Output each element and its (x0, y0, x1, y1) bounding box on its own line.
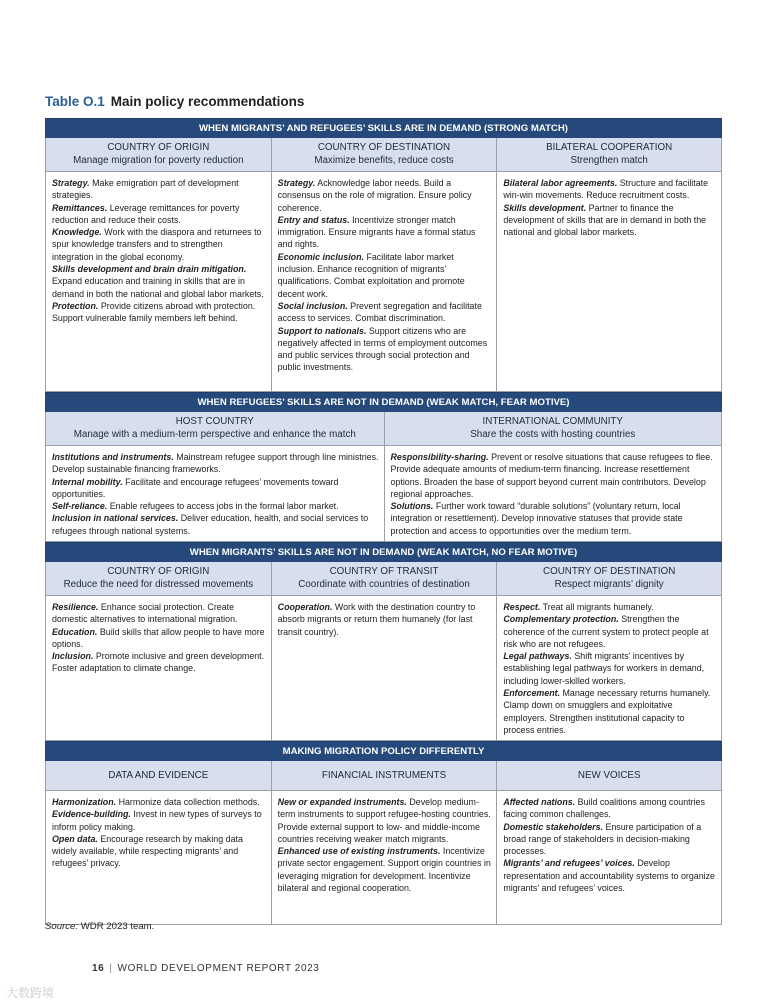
column-header (272, 562, 498, 596)
column-header (46, 412, 385, 446)
recommendation (503, 601, 716, 613)
column-subtitle: Maximize benefits, reduce costs (314, 154, 454, 166)
recommendation (503, 650, 716, 687)
content-row (45, 446, 722, 542)
recommendation (52, 601, 266, 626)
column-title: COUNTRY OF DESTINATION (543, 566, 676, 577)
recommendation (278, 177, 492, 214)
policy-table (45, 118, 722, 925)
recommendation-term: Respect. (503, 602, 541, 612)
recommendation (503, 177, 716, 202)
recommendation (503, 821, 716, 858)
recommendation (52, 500, 379, 512)
recommendation (52, 263, 266, 300)
recommendation-term: Knowledge. (52, 227, 102, 238)
content-cell (46, 172, 272, 392)
recommendation-term: Inclusion in national services. (52, 513, 179, 524)
recommendation-text: Develop representation and accountability systems to organize migrants’ and refugees’ voices. (503, 858, 715, 894)
content-row (45, 172, 722, 392)
column-title: COUNTRY OF DESTINATION (317, 142, 451, 153)
content-cell (497, 172, 722, 392)
column-header (272, 138, 498, 172)
recommendation-text: Support citizens who are negatively affected in terms of employment outcomes and public services through social protection and public investments. (277, 325, 488, 373)
recommendation (391, 500, 717, 537)
recommendation (278, 251, 492, 300)
recommendation-text: Incentivize stronger match immigration. Ensure migrants have a formal status and rights. (277, 214, 476, 250)
recommendation-text: Structure and facilitate win-win movements. Reduce recruitment costs. (503, 178, 709, 201)
recommendation-text: Work with the diaspora and returnees to spur knowledge transfers and to strengthen integration in the global economy. (52, 227, 262, 262)
footer-separator: | (109, 963, 113, 974)
recommendation-text: Encourage research by making data widely available, while respecting migrants’ and refugees’ privacy. (52, 833, 243, 869)
source-label: Source: (45, 921, 79, 932)
recommendation-term: Education. (52, 626, 98, 637)
recommendation-term: Strategy. (52, 178, 90, 188)
recommendation (503, 796, 716, 821)
recommendation-term: Self-reliance. (52, 501, 108, 512)
content-cell (272, 172, 498, 392)
column-title: INTERNATIONAL COMMUNITY (482, 416, 623, 427)
recommendation-text: Deliver education, health, and social services to refugees through national systems. (52, 513, 369, 536)
recommendation (278, 325, 492, 374)
publication-title: WORLD DEVELOPMENT REPORT 2023 (117, 963, 320, 974)
recommendation-term: Bilateral labor agreements. (503, 178, 618, 188)
recommendation-term: Inclusion. (52, 651, 94, 662)
recommendation-term: Affected nations. (503, 797, 576, 807)
recommendation-text: Shift migrants’ incentives by establishing legal pathways for workers in demand, including lower-skilled workers. (503, 651, 705, 686)
recommendation-text: Enhance social protection. Create domestic alternatives to international migration. (52, 602, 238, 625)
recommendation-text: Further work toward “durable solutions” (voluntary return, local integration or resettlement). Develop innovative statuses that provide state protection and access to opportunities over the medium term. (390, 501, 683, 536)
recommendation-text: Make emigration part of development strategies. (52, 178, 239, 201)
recommendation (52, 476, 379, 501)
recommendation-text: Expand education and training in skills that are in demand in both the national and global labor markets. (52, 276, 264, 299)
recommendation-text: Develop medium-term instruments to support refugee-hosting countries. Provide external support to low- and middle-income countries receiving weaker match migrants. (277, 797, 491, 844)
column-subtitle: Reduce the need for distressed movements (63, 578, 254, 590)
recommendation-term: Domestic stakeholders. (503, 821, 603, 832)
recommendation (52, 626, 266, 651)
recommendation-text: Incentivize private sector engagement. Support origin countries in leveraging migration for development. Incentivize bilateral and regional cooperation. (277, 846, 491, 894)
recommendation-term: Responsibility-sharing. (390, 452, 489, 462)
recommendation-term: Legal pathways. (503, 651, 572, 662)
recommendation (52, 226, 266, 263)
column-subtitle: Coordinate with countries of destination (298, 578, 470, 590)
recommendation-text: Harmonize data collection methods. (116, 797, 260, 807)
recommendation (503, 687, 716, 736)
recommendation-text: Build coalitions among countries facing common challenges. (503, 797, 705, 820)
recommendation-text: Build skills that allow people to have more options. (52, 626, 265, 649)
recommendation-text: Acknowledge labor needs. Build a consensus on the role of migration. Ensure policy coherence. (277, 178, 472, 213)
recommendation-term: Enforcement. (503, 688, 561, 699)
column-header (46, 562, 272, 596)
column-header (497, 138, 722, 172)
column-header (385, 412, 723, 446)
source-text: WDR 2023 team. (78, 921, 155, 932)
content-cell (497, 596, 722, 741)
content-cell (272, 791, 498, 925)
recommendation-term: Protection. (52, 300, 99, 311)
recommendation (278, 796, 492, 845)
recommendation-text: Promote inclusive and green development. Foster adaptation to climate change. (52, 651, 265, 674)
recommendation (503, 857, 716, 894)
recommendation (52, 650, 266, 675)
column-title: HOST COUNTRY (175, 416, 254, 427)
content-cell (46, 596, 272, 741)
recommendation-text: Enable refugees to access jobs in the formal labor market. (107, 501, 339, 512)
recommendation-term: Economic inclusion. (277, 251, 364, 262)
recommendation (278, 845, 492, 894)
recommendation-term: Remittances. (52, 202, 108, 213)
column-title: DATA AND EVIDENCE (108, 770, 209, 781)
recommendation-text: Prevent or resolve situations that cause refugees to flee. Provide adequate amounts of medium-term financing. Increase resettlement options. Broaden the base of support beyond current main contributors. Develop regional approaches. (390, 452, 713, 499)
recommendation (52, 512, 379, 537)
content-cell (385, 446, 723, 542)
recommendation-term: Cooperation. (277, 602, 333, 612)
recommendation-text: Manage necessary returns humanely. Clamp down on smugglers and exploitative employers. Strengthen institutional capacity to process entries. (503, 688, 711, 735)
recommendation-text: Provide citizens abroad with protection. Support vulnerable family members left behind. (52, 300, 256, 324)
recommendation-term: Complementary protection. (503, 614, 619, 625)
recommendation-term: Enhanced use of existing instruments. (277, 846, 441, 857)
content-row (45, 791, 722, 925)
recommendation-term: Skills development and brain drain mitigation. (52, 264, 247, 275)
recommendation-text: Facilitate labor market inclusion. Enhance recognition of migrants’ qualifications. Combat exploitation and promote decent work. (277, 251, 465, 299)
column-header (272, 761, 498, 791)
recommendation (52, 451, 379, 476)
content-cell (272, 596, 498, 741)
column-title: COUNTRY OF ORIGIN (107, 566, 210, 577)
recommendation-text: Work with the destination country to absorb migrants or return them humanely (for last transit country). (277, 602, 476, 637)
table-caption: Main policy recommendations (110, 94, 305, 109)
page-footer (92, 963, 319, 974)
recommendation-term: New or expanded instruments. (277, 797, 407, 807)
recommendation-text: Facilitate and encourage refugees’ movements toward opportunities. (52, 476, 339, 499)
column-title: BILATERAL COOPERATION (546, 142, 673, 153)
recommendation-term: Resilience. (52, 602, 99, 612)
recommendation-text: Invest in new types of surveys to inform policy making. (52, 809, 262, 832)
table-source (45, 921, 154, 932)
column-header (497, 761, 722, 791)
page-number: 16 (92, 963, 105, 974)
recommendation-term: Harmonization. (52, 797, 117, 807)
recommendation (52, 300, 266, 325)
column-header (46, 138, 272, 172)
column-header-row (45, 412, 722, 446)
column-header (46, 761, 272, 791)
recommendation-term: Open data. (52, 833, 98, 844)
recommendation-text: Ensure participation of a broad range of stakeholders in decision-making processes. (503, 821, 702, 857)
recommendation-text: Partner to finance the development of skills that are in demand in both the national and global labor markets. (503, 202, 707, 238)
recommendation-term: Entry and status. (277, 214, 350, 225)
column-header-row (45, 761, 722, 791)
recommendation-text: Treat all migrants humanely. (540, 602, 654, 612)
recommendation-term: Migrants’ and refugees’ voices. (503, 858, 635, 869)
section-heading: WHEN MIGRANTS’ AND REFUGEES’ SKILLS ARE IN DEMAND (STRONG MATCH) (45, 118, 722, 138)
column-header-row (45, 138, 722, 172)
recommendation (278, 214, 492, 251)
column-subtitle: Manage migration for poverty reduction (73, 154, 244, 166)
recommendation-term: Solutions. (390, 501, 434, 512)
recommendation (391, 451, 717, 500)
recommendation (52, 177, 266, 202)
column-subtitle: Manage with a medium-term perspective and enhance the match (73, 428, 356, 440)
recommendation-text: Strengthen the coherence of the current system to protect people at risk who are not refugees. (503, 614, 709, 649)
recommendation (52, 808, 266, 833)
recommendation (278, 300, 492, 325)
content-cell (46, 446, 385, 542)
recommendation-term: Skills development. (503, 202, 587, 213)
recommendation (503, 613, 716, 650)
column-title: FINANCIAL INSTRUMENTS (321, 770, 447, 781)
recommendation-term: Support to nationals. (277, 325, 367, 336)
recommendation (278, 601, 492, 638)
column-subtitle: Strengthen match (570, 154, 648, 166)
watermark: 大数跨境 (6, 986, 55, 1000)
content-cell (46, 791, 272, 925)
recommendation (503, 202, 716, 239)
section-heading: WHEN MIGRANTS’ SKILLS ARE NOT IN DEMAND (WEAK MATCH, NO FEAR MOTIVE) (45, 542, 722, 562)
recommendation (52, 833, 266, 870)
recommendation-term: Institutions and instruments. (52, 452, 174, 462)
recommendation-text: Mainstream refugee support through line ministries. Develop sustainable financing frameworks. (52, 452, 379, 475)
recommendation-text: Leverage remittances for poverty reduction and reduce their costs. (52, 202, 240, 225)
recommendation-term: Internal mobility. (52, 476, 123, 487)
recommendation-term: Strategy. (277, 178, 316, 188)
table-number: Table O.1 (45, 94, 105, 109)
recommendation-term: Social inclusion. (277, 300, 348, 311)
column-header (497, 562, 722, 596)
section-heading: MAKING MIGRATION POLICY DIFFERENTLY (45, 741, 722, 761)
section-heading: WHEN REFUGEES’ SKILLS ARE NOT IN DEMAND (WEAK MATCH, FEAR MOTIVE) (45, 392, 722, 412)
recommendation (52, 202, 266, 227)
content-row (45, 596, 722, 741)
recommendation-term: Evidence-building. (52, 809, 131, 820)
content-cell (497, 791, 722, 925)
column-subtitle: Share the costs with hosting countries (470, 428, 636, 440)
recommendation-text: Prevent segregation and facilitate access to services. Combat discrimination. (277, 300, 482, 324)
recommendation (52, 796, 266, 808)
column-title: NEW VOICES (577, 770, 641, 781)
column-title: COUNTRY OF TRANSIT (329, 566, 439, 577)
column-header-row (45, 562, 722, 596)
column-subtitle: Respect migrants’ dignity (554, 578, 664, 590)
column-title: COUNTRY OF ORIGIN (107, 142, 210, 153)
table-title (45, 94, 304, 109)
